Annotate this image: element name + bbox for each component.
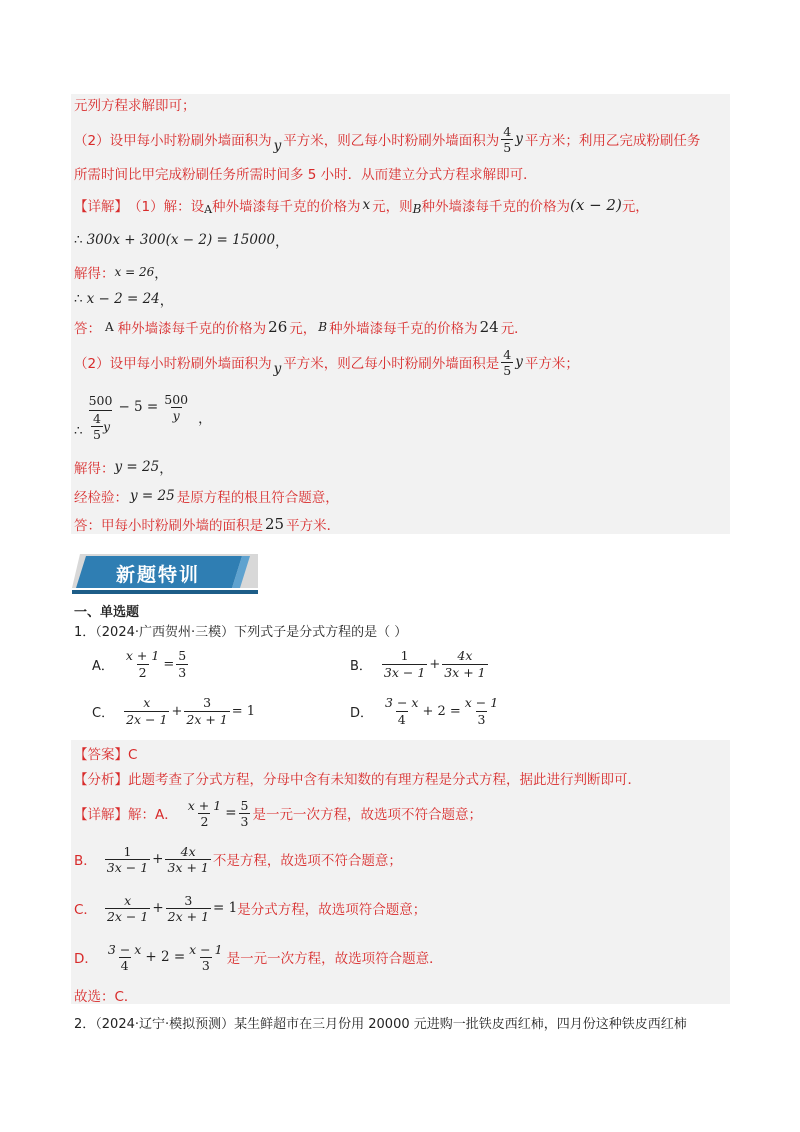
option-label: C． [92, 706, 115, 721]
solution-line-1 [74, 94, 196, 114]
answer-line-2 [74, 514, 340, 534]
comma: ， [154, 266, 168, 282]
option-A[interactable] [92, 648, 190, 681]
text: 平方米，则乙每小时粉刷外墙面积为 [283, 133, 500, 149]
equation-line-1 [74, 230, 289, 250]
text: 解：A． [128, 807, 178, 823]
numerator: x [143, 695, 151, 710]
comma: ， [275, 234, 289, 250]
text: （2）设甲每小时粉刷外墙面积为 [74, 133, 272, 149]
check-label: 经检验： [74, 490, 128, 506]
denominator: 3x + 1 [167, 859, 209, 875]
numerator: 4x [457, 648, 473, 663]
text: 是一元一次方程，故选项符合题意． [226, 951, 443, 967]
text: 平方米． [286, 518, 341, 534]
numerator: x + 1 [125, 648, 160, 663]
fraction [176, 648, 188, 681]
plus: + [152, 851, 164, 867]
q1-analysis [74, 768, 641, 788]
denominator: 2x + 1 [167, 908, 210, 924]
var-x: x [362, 197, 371, 213]
text: 答： [74, 321, 101, 337]
text: 元，则 [372, 199, 413, 215]
text: 所需时间比甲完成粉刷任务所需时间多 5 小时．从而建立分式方程求解即可． [74, 167, 537, 183]
text: （1）解：设 [128, 199, 205, 215]
plus: + [171, 704, 183, 719]
denominator: 4 [397, 712, 406, 727]
text: 元， [289, 321, 317, 337]
price-24: 24 [479, 318, 499, 336]
denominator: 3 [240, 813, 249, 829]
denominator: 2x − 1 [126, 712, 168, 727]
fraction [383, 695, 420, 728]
inner-fraction [91, 411, 103, 442]
fraction [382, 648, 427, 681]
numerator: 3 [203, 695, 212, 710]
text: 是一元一次方程，故选项不符合题意； [252, 807, 482, 823]
text: 种外墙漆每千克的价格为 [329, 321, 478, 337]
denominator: 2 [200, 813, 209, 829]
numerator: x − 1 [189, 941, 223, 957]
text: 平方米； [524, 356, 579, 372]
question-1-stem: 1．（2024·广西贺州·三模）下列式子是分式方程的是（ ） [74, 625, 408, 640]
fraction [124, 695, 169, 728]
fraction [186, 798, 223, 829]
y-value: y = 25 [130, 488, 175, 504]
equals: = [225, 805, 237, 821]
solve-label: 解得： [74, 266, 115, 282]
text: 是分式方程，故选项符合题意； [237, 902, 427, 918]
denominator: 5 [93, 427, 101, 442]
text: 种外墙漆每千克的价格为 [421, 199, 570, 215]
question-2-stem: 2．（2024·辽宁·模拟预测）某生鲜超市在三月份用 20000 元进购一批铁皮西红柿，四月份这种铁皮西红柿 [74, 1017, 687, 1032]
fraction [187, 942, 224, 973]
numerator: 4 [93, 411, 101, 426]
text: 元， [621, 199, 649, 215]
solution-line-3 [74, 163, 537, 183]
numerator: x + 1 [187, 797, 222, 813]
fraction-four-fifths [501, 347, 513, 378]
detail-line-1 [74, 193, 649, 217]
denominator: 3 [201, 957, 210, 973]
plus: + [429, 657, 441, 672]
denominator: 3 [477, 712, 486, 727]
numerator: 5 [240, 797, 249, 813]
y-value: y = 25 [114, 459, 160, 475]
text: 种外墙漆每千克的价格为 [117, 321, 267, 337]
denominator: 5 [503, 362, 512, 378]
option-label: D． [350, 706, 374, 721]
equation-1: 300x + 300(x − 2) = 15000 [86, 232, 276, 248]
fraction [105, 844, 150, 875]
solve-line-2 [74, 457, 173, 477]
minus-five-equals: − 5 = [118, 399, 159, 415]
option-B[interactable] [350, 648, 490, 681]
denominator: 3x − 1 [383, 665, 426, 680]
q1-detail-D [74, 937, 443, 977]
text: 种外墙漆每千克的价格为 [212, 199, 361, 215]
equation-line-3 [74, 388, 212, 446]
equals-one: = 1 [231, 704, 256, 719]
text: 答：甲每小时粉刷外墙的面积是 [74, 518, 263, 534]
denominator: 2x − 1 [106, 908, 149, 924]
fraction [442, 648, 487, 681]
fraction [165, 844, 210, 875]
fraction [105, 893, 150, 924]
q1-detail-C [74, 888, 426, 928]
numerator: 4x [180, 843, 196, 859]
text: B． [74, 853, 97, 869]
fraction [124, 648, 161, 681]
var-y: y [515, 131, 523, 147]
fraction [166, 893, 211, 924]
denominator: 2x + 1 [186, 712, 228, 727]
section-heading: 一、单选题 [74, 605, 140, 620]
numerator: 3 − x [385, 695, 419, 710]
part2-line [74, 345, 579, 379]
answer-line-1 [74, 317, 528, 337]
numerator: 5 [178, 648, 187, 663]
detail-tag: 【详解】 [74, 199, 128, 215]
therefore: ∴ [74, 423, 83, 439]
comma: ， [198, 411, 212, 427]
numerator: x − 1 [464, 695, 499, 710]
equation-line-2 [74, 289, 173, 309]
expr-x-minus-2: (x − 2) [570, 196, 622, 214]
fraction [106, 942, 143, 973]
q1-answer [74, 743, 137, 763]
option-C[interactable] [92, 695, 255, 728]
fraction-500-over-4-5y [87, 392, 115, 442]
detail-tag: 【详解】 [74, 807, 128, 823]
text: 元． [500, 321, 528, 337]
text: D． [74, 951, 98, 967]
fraction-500-over-y [162, 392, 190, 423]
plus: + [152, 900, 164, 916]
comma: ， [159, 461, 173, 477]
text: C． [74, 902, 97, 918]
equals-one: = 1 [213, 900, 238, 916]
text: 【分析】此题考查了分式方程，分母中含有未知数的有理方程是分式方程，据此进行判断即可． [74, 772, 641, 788]
plus-two-equals: + 2 = [145, 949, 186, 965]
q1-detail-B [74, 839, 402, 879]
numerator: 500 [88, 393, 113, 408]
numerator: 500 [164, 391, 189, 407]
numerator: 4 [503, 123, 512, 139]
banner-title: 新题特训 [116, 564, 201, 586]
comma: ， [159, 293, 174, 309]
fraction-four-fifths [501, 124, 513, 155]
numerator: 3 [184, 892, 193, 908]
plus-two-equals: + 2 = [422, 704, 461, 719]
denominator: 3 [178, 665, 187, 680]
option-label: A． [92, 659, 114, 674]
fraction [184, 695, 229, 728]
denominator: 4 [120, 957, 129, 973]
option-D[interactable] [350, 695, 502, 728]
denominator: 2 [138, 665, 147, 680]
text: 平方米；利用乙完成粉刷任务 [524, 133, 701, 149]
q1-detail-A [74, 793, 482, 833]
text: 不是方程，故选项不符合题意； [212, 853, 402, 869]
var-y: y [273, 138, 282, 154]
price-26: 26 [268, 318, 288, 336]
numerator: 1 [400, 648, 409, 663]
solution-line-2 [74, 122, 700, 156]
text: 平方米，则乙每小时粉刷外墙面积是 [283, 356, 500, 372]
option-label: B． [350, 659, 372, 674]
therefore: ∴ [74, 232, 83, 248]
numerator: x [124, 892, 132, 908]
var-B: B [318, 320, 328, 334]
text: （2）设甲每小时粉刷外墙面积为 [74, 356, 272, 372]
equals: = [163, 657, 175, 672]
denominator: y [172, 407, 180, 423]
solve-line-1 [74, 262, 168, 282]
section-banner [72, 548, 258, 596]
text: 【答案】C [74, 747, 138, 763]
equation-2: x − 2 = 24 [86, 291, 160, 307]
therefore: ∴ [74, 291, 83, 307]
numerator: 3 − x [107, 941, 142, 957]
var-y: y [273, 361, 282, 377]
q1-final [74, 985, 137, 1005]
denominator: 3x + 1 [444, 665, 486, 680]
var-y: y [102, 419, 111, 434]
denominator: 3x − 1 [106, 859, 149, 875]
denominator: 5 [503, 139, 512, 155]
area-25: 25 [265, 515, 285, 533]
var-A: A [105, 320, 114, 334]
text: 元列方程求解即可； [74, 98, 196, 114]
fraction [463, 695, 500, 728]
check-line [74, 486, 339, 506]
denominator [89, 410, 112, 442]
var-y: y [515, 354, 523, 370]
x-value: x = 26 [114, 265, 155, 279]
var-B: B [412, 202, 422, 216]
solve-label: 解得： [74, 461, 115, 477]
fraction [239, 798, 251, 829]
var-A: A [204, 202, 213, 216]
numerator: 1 [123, 843, 132, 859]
text: 是原方程的根且符合题意， [176, 490, 339, 506]
numerator: 4 [503, 346, 512, 362]
text: 故选：C． [74, 989, 138, 1005]
